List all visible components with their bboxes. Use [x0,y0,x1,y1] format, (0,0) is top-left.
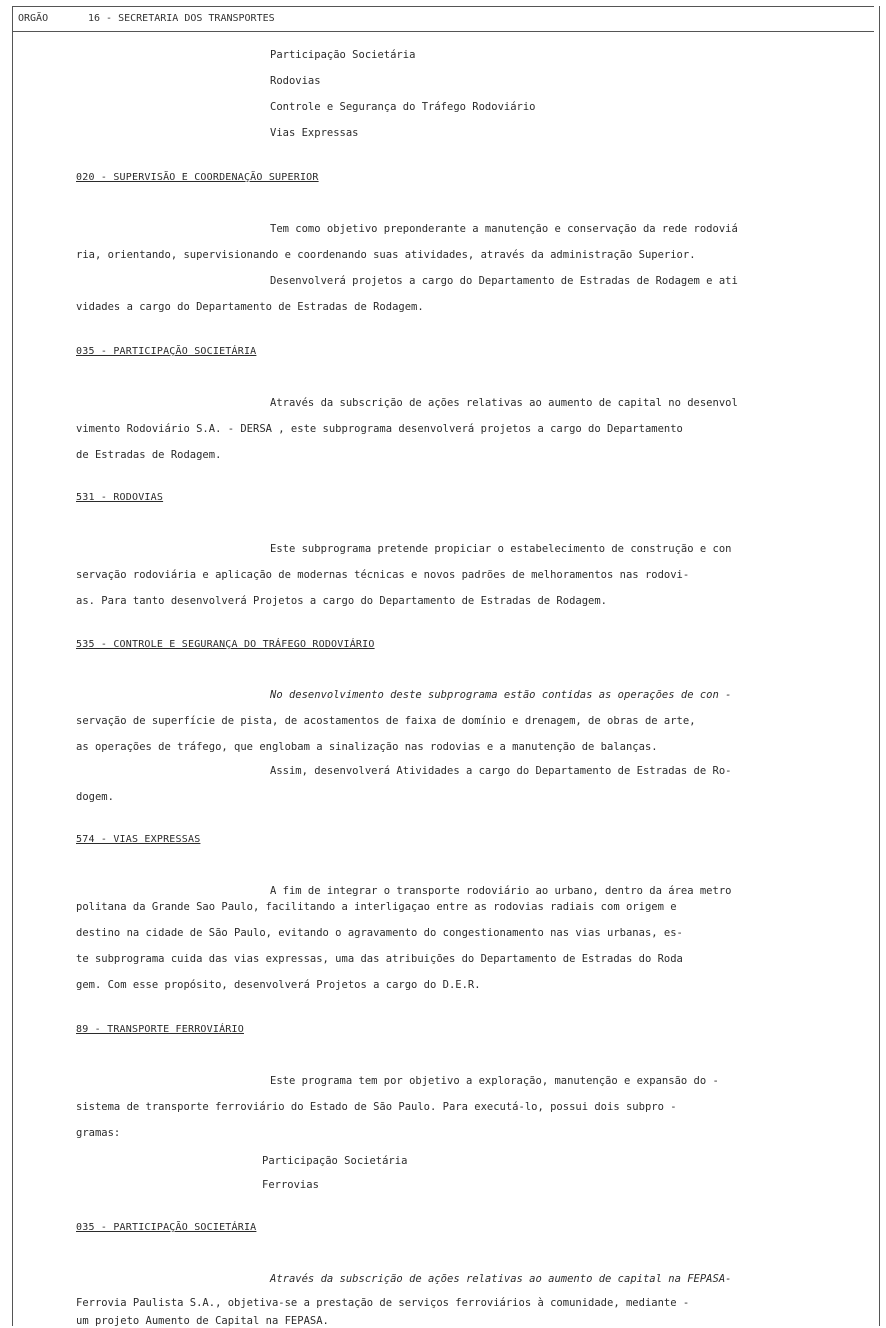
paragraph-line: destino na cidade de São Paulo, evitando o agravamento do congestionamento nas vias urbanas, es- [76,927,683,939]
paragraph-line: No desenvolvimento deste subprograma estão contidas as operações de con - [270,689,732,701]
paragraph-line: te subprograma cuida das vias expressas, uma das atribuições do Departamento de Estradas do Roda [76,953,683,965]
subprogram-list-item: Vias Expressas [270,127,359,139]
paragraph-line: um projeto Aumento de Capital na FEPASA. [76,1315,329,1327]
paragraph-line: de Estradas de Rodagem. [76,449,222,461]
paragraph-line: vidades a cargo do Departamento de Estradas de Rodagem. [76,301,424,313]
paragraph-line: vimento Rodoviário S.A. - DERSA , este subprograma desenvolverá projetos a cargo do Departamento [76,423,683,435]
paragraph-line: sistema de transporte ferroviário do Estado de São Paulo. Para executá-lo, possui dois subpro - [76,1101,677,1113]
section-heading-574: 574 - VIAS EXPRESSAS [76,834,201,845]
paragraph-line: servação de superfície de pista, de acostamentos de faixa de domínio e drenagem, de obras de arte, [76,715,696,727]
paragraph-line: A fim de integrar o transporte rodoviário ao urbano, dentro da área metro [270,885,732,897]
subprogram-list-item: Ferrovias [262,1179,319,1191]
subprogram-list-item: Controle e Segurança do Tráfego Rodoviário [270,101,536,113]
paragraph-line: servação rodoviária e aplicação de modernas técnicas e novos padrões de melhoramentos nas rodovi- [76,569,690,581]
section-heading-035: 035 - PARTICIPAÇÃO SOCIETÁRIA [76,346,257,357]
paragraph-line: as operações de tráfego, que englobam a sinalização nas rodovias e a manutenção de balanças. [76,741,658,753]
paragraph-line: gramas: [76,1127,121,1139]
secretaria-title: 16 - SECRETARIA DOS TRANSPORTES [88,13,275,24]
paragraph-line: dogem. [76,791,114,803]
orgao-label: ORGÃO [18,13,49,24]
paragraph-line: Através da subscrição de ações relativas ao aumento de capital na FEPASA- [270,1273,732,1285]
subprogram-list-item: Rodovias [270,75,321,87]
subprogram-list-item: Participação Societária [270,49,416,61]
paragraph-line: Desenvolverá projetos a cargo do Departamento de Estradas de Rodagem e ati [270,275,738,287]
paragraph-line: ria, orientando, supervisionando e coordenando suas atividades, através da administração Superior. [76,249,696,261]
section-heading-89: 89 - TRANSPORTE FERROVIÁRIO [76,1024,244,1035]
section-heading-020: 020 - SUPERVISÃO E COORDENAÇÃO SUPERIOR [76,172,319,183]
section-heading-531: 531 - RODOVIAS [76,492,164,503]
paragraph-line: Este subprograma pretende propiciar o estabelecimento de construção e con [270,543,732,555]
section-heading-035-ferroviaria: 035 - PARTICIPAÇÃO SOCIETÁRIA [76,1222,257,1233]
paragraph-line: as. Para tanto desenvolverá Projetos a cargo do Departamento de Estradas de Rodagem. [76,595,608,607]
paragraph-line: Este programa tem por objetivo a exploração, manutenção e expansão do - [270,1075,719,1087]
paragraph-line: politana da Grande Sao Paulo, facilitando a interligaçao entre as rodovias radiais com origem e [76,901,677,913]
subprogram-list-item: Participação Societária [262,1155,408,1167]
page-frame [12,6,880,1326]
paragraph-line: Através da subscrição de ações relativas ao aumento de capital no desenvol [270,397,738,409]
paragraph-line: Tem como objetivo preponderante a manutenção e conservação da rede rodoviá [270,223,738,235]
paragraph-line: Ferrovia Paulista S.A., objetiva-se a prestação de serviços ferroviários à comunidade, mediante - [76,1297,690,1309]
paragraph-line: Assim, desenvolverá Atividades a cargo do Departamento de Estradas de Ro- [270,765,732,777]
document-header [12,6,874,32]
paragraph-line: gem. Com esse propósito, desenvolverá Projetos a cargo do D.E.R. [76,979,481,991]
section-heading-535: 535 - CONTROLE E SEGURANÇA DO TRÁFEGO RODOVIÁRIO [76,639,375,650]
